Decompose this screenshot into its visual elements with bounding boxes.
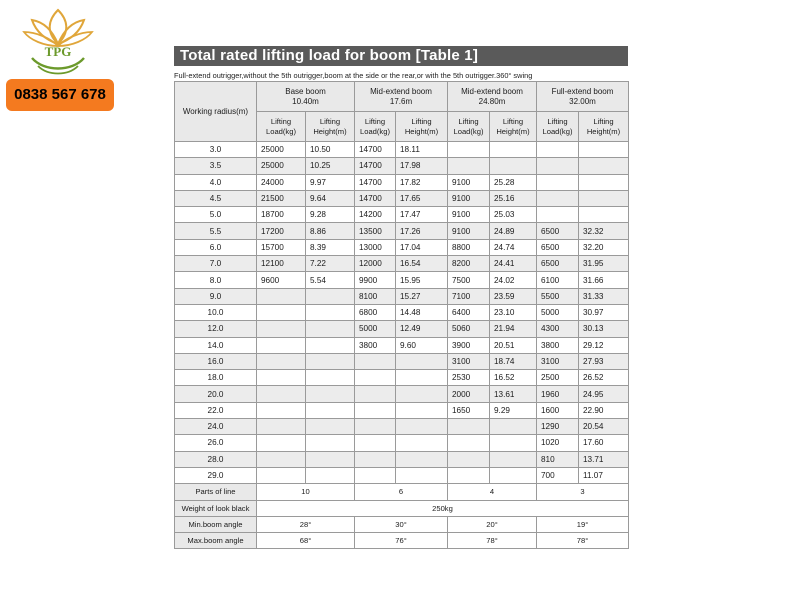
lifting-load-cell: 7100 (448, 288, 490, 304)
lifting-load-cell (448, 467, 490, 483)
table-row (175, 142, 629, 158)
lifting-load-cell: 9100 (448, 190, 490, 206)
lifting-height-cell: 24.02 (490, 272, 537, 288)
radius-cell: 20.0 (175, 386, 257, 402)
lifting-height-cell: 20.51 (490, 337, 537, 353)
lifting-load-cell: 13000 (355, 239, 396, 255)
lifting-load-header: Lifting Load(kg) (537, 112, 579, 142)
lifting-height-cell: 32.20 (579, 239, 629, 255)
radius-cell: 6.0 (175, 239, 257, 255)
lifting-height-cell (579, 142, 629, 158)
lifting-load-cell: 6500 (537, 256, 579, 272)
max-boom-angle-row (175, 533, 629, 549)
lifting-load-cell: 2000 (448, 386, 490, 402)
lifting-load-cell: 18700 (257, 207, 306, 223)
lifting-load-cell (537, 190, 579, 206)
lifting-height-cell (579, 158, 629, 174)
lifting-load-cell: 8200 (448, 256, 490, 272)
lifting-load-cell: 5000 (355, 321, 396, 337)
lifting-height-cell: 9.64 (306, 190, 355, 206)
lifting-height-cell: 13.71 (579, 451, 629, 467)
table-row (175, 207, 629, 223)
lifting-load-cell: 14200 (355, 207, 396, 223)
lifting-load-cell (257, 402, 306, 418)
lifting-load-cell (355, 451, 396, 467)
lifting-load-cell (257, 451, 306, 467)
footer-value: 78° (448, 533, 537, 549)
lifting-height-header: Lifting Height(m) (306, 112, 355, 142)
lifting-height-cell (490, 451, 537, 467)
table-subtitle: Full-extend outrigger,without the 5th outrigger,boom at the side or the rear,or with the 5th outrigger.360° swing (174, 71, 533, 80)
lifting-height-cell: 18.11 (396, 142, 448, 158)
footer-label: Parts of line (175, 484, 257, 500)
lifting-load-cell: 24000 (257, 174, 306, 190)
lifting-height-cell: 24.89 (490, 223, 537, 239)
lifting-height-cell: 31.66 (579, 272, 629, 288)
lifting-load-cell: 9900 (355, 272, 396, 288)
footer-value: 68° (257, 533, 355, 549)
lifting-height-cell (306, 451, 355, 467)
lifting-height-cell (396, 353, 448, 369)
lifting-height-cell: 24.95 (579, 386, 629, 402)
lifting-height-cell: 9.29 (490, 402, 537, 418)
lifting-height-cell (306, 304, 355, 320)
lifting-height-cell: 24.74 (490, 239, 537, 255)
table-row (175, 467, 629, 483)
table-row (175, 174, 629, 190)
footer-label: Weight of look black (175, 500, 257, 516)
lifting-load-cell: 5500 (537, 288, 579, 304)
lifting-height-cell (306, 402, 355, 418)
radius-cell: 10.0 (175, 304, 257, 320)
radius-cell: 24.0 (175, 419, 257, 435)
lifting-height-cell: 25.16 (490, 190, 537, 206)
lifting-load-cell: 21500 (257, 190, 306, 206)
lifting-load-cell: 9600 (257, 272, 306, 288)
table-row (175, 288, 629, 304)
lifting-load-cell: 14700 (355, 142, 396, 158)
lifting-height-cell: 17.82 (396, 174, 448, 190)
footer-label: Max.boom angle (175, 533, 257, 549)
lifting-load-cell (448, 451, 490, 467)
company-logo (18, 6, 98, 78)
footer-value: 78° (537, 533, 629, 549)
lifting-load-cell: 3900 (448, 337, 490, 353)
lifting-height-cell: 10.25 (306, 158, 355, 174)
radius-cell: 4.5 (175, 190, 257, 206)
lifting-height-cell (396, 402, 448, 418)
lifting-height-cell (490, 435, 537, 451)
lifting-height-cell (490, 158, 537, 174)
radius-cell: 18.0 (175, 370, 257, 386)
lifting-load-cell: 6800 (355, 304, 396, 320)
footer-label: Min.boom angle (175, 516, 257, 532)
lifting-height-cell: 15.27 (396, 288, 448, 304)
lifting-load-cell (355, 419, 396, 435)
lifting-load-cell: 8800 (448, 239, 490, 255)
lifting-load-cell (257, 288, 306, 304)
lifting-load-cell: 14700 (355, 174, 396, 190)
lifting-load-cell: 8100 (355, 288, 396, 304)
lifting-height-cell (579, 190, 629, 206)
lifting-load-cell (257, 304, 306, 320)
lifting-height-cell: 26.52 (579, 370, 629, 386)
lifting-load-cell: 9100 (448, 223, 490, 239)
lifting-load-cell: 6500 (537, 223, 579, 239)
lifting-height-cell: 8.39 (306, 239, 355, 255)
lifting-load-cell (257, 435, 306, 451)
lifting-height-cell: 17.65 (396, 190, 448, 206)
table-row (175, 321, 629, 337)
lifting-load-cell (355, 467, 396, 483)
lifting-load-cell: 3100 (537, 353, 579, 369)
radius-cell: 28.0 (175, 451, 257, 467)
footer-value: 19° (537, 516, 629, 532)
load-chart-document (174, 46, 628, 549)
lifting-load-cell (257, 419, 306, 435)
lifting-load-cell (448, 419, 490, 435)
lifting-height-cell: 8.86 (306, 223, 355, 239)
lifting-load-cell: 3800 (355, 337, 396, 353)
table-title: Total rated lifting load for boom [Table 1] (174, 46, 628, 66)
lifting-height-cell (396, 386, 448, 402)
lifting-height-cell: 20.54 (579, 419, 629, 435)
table-row (175, 402, 629, 418)
lifting-load-header: Lifting Load(kg) (257, 112, 306, 142)
footer-value: 6 (355, 484, 448, 500)
lifting-height-cell: 12.49 (396, 321, 448, 337)
lifting-load-header: Lifting Load(kg) (355, 112, 396, 142)
lifting-load-cell: 700 (537, 467, 579, 483)
lifting-height-cell: 31.95 (579, 256, 629, 272)
lifting-load-cell (257, 353, 306, 369)
table-row (175, 304, 629, 320)
lifting-load-cell: 25000 (257, 158, 306, 174)
lifting-load-cell: 9100 (448, 174, 490, 190)
lifting-height-cell: 9.60 (396, 337, 448, 353)
lifting-load-cell: 7500 (448, 272, 490, 288)
lifting-load-cell: 17200 (257, 223, 306, 239)
boom-header: Full-extend boom 32.00m (537, 82, 629, 112)
lifting-load-cell (537, 142, 579, 158)
working-radius-header: Working radius(m) (175, 82, 257, 142)
lifting-load-cell: 9100 (448, 207, 490, 223)
lifting-load-cell (257, 337, 306, 353)
lifting-height-cell (490, 419, 537, 435)
table-row (175, 451, 629, 467)
radius-cell: 5.0 (175, 207, 257, 223)
lifting-load-cell: 1290 (537, 419, 579, 435)
lifting-load-cell (355, 435, 396, 451)
radius-cell: 9.0 (175, 288, 257, 304)
lifting-load-cell (355, 386, 396, 402)
lifting-load-cell: 810 (537, 451, 579, 467)
lifting-load-cell: 1020 (537, 435, 579, 451)
lifting-height-cell (306, 321, 355, 337)
lifting-height-cell: 17.26 (396, 223, 448, 239)
table-row (175, 256, 629, 272)
lifting-height-cell (396, 419, 448, 435)
radius-cell: 7.0 (175, 256, 257, 272)
lifting-height-cell: 21.94 (490, 321, 537, 337)
lifting-load-cell (257, 467, 306, 483)
lifting-load-cell: 12000 (355, 256, 396, 272)
lifting-load-cell (537, 174, 579, 190)
lifting-load-cell: 25000 (257, 142, 306, 158)
lifting-load-cell: 6500 (537, 239, 579, 255)
footer-value: 4 (448, 484, 537, 500)
logo-text: TPG (44, 44, 72, 59)
table-row (175, 353, 629, 369)
lifting-height-cell: 30.13 (579, 321, 629, 337)
lifting-height-cell: 16.52 (490, 370, 537, 386)
lifting-load-cell (537, 207, 579, 223)
footer-value: 20° (448, 516, 537, 532)
table-row (175, 386, 629, 402)
lifting-height-cell (579, 174, 629, 190)
radius-cell: 14.0 (175, 337, 257, 353)
table-row (175, 435, 629, 451)
lifting-height-cell: 17.47 (396, 207, 448, 223)
footer-value: 76° (355, 533, 448, 549)
footer-value: 28° (257, 516, 355, 532)
lifting-height-cell: 16.54 (396, 256, 448, 272)
lifting-load-cell: 15700 (257, 239, 306, 255)
lifting-height-cell (306, 386, 355, 402)
lifting-load-cell: 5060 (448, 321, 490, 337)
lifting-load-cell: 13500 (355, 223, 396, 239)
boom-header: Mid-extend boom 24.80m (448, 82, 537, 112)
lifting-load-cell (355, 402, 396, 418)
lifting-height-cell (396, 467, 448, 483)
lifting-height-cell (306, 353, 355, 369)
parts-of-line-row (175, 484, 629, 500)
lifting-load-cell: 1650 (448, 402, 490, 418)
data-rows (175, 142, 629, 484)
lifting-height-cell (306, 419, 355, 435)
table-row (175, 337, 629, 353)
lifting-height-cell (306, 467, 355, 483)
lifting-height-cell: 15.95 (396, 272, 448, 288)
radius-cell: 26.0 (175, 435, 257, 451)
lifting-load-cell (257, 370, 306, 386)
lifting-load-cell: 1600 (537, 402, 579, 418)
lifting-load-cell (448, 435, 490, 451)
lotus-logo-icon (18, 6, 98, 78)
lifting-load-cell: 6100 (537, 272, 579, 288)
lifting-height-cell: 24.41 (490, 256, 537, 272)
lifting-height-cell: 7.22 (306, 256, 355, 272)
lifting-load-cell: 2530 (448, 370, 490, 386)
footer-value: 3 (537, 484, 629, 500)
min-boom-angle-row (175, 516, 629, 532)
radius-cell: 16.0 (175, 353, 257, 369)
lifting-height-header: Lifting Height(m) (396, 112, 448, 142)
lifting-height-cell (306, 288, 355, 304)
lifting-height-cell: 17.98 (396, 158, 448, 174)
radius-cell: 3.5 (175, 158, 257, 174)
phone-number-badge[interactable]: 0838 567 678 (6, 79, 114, 111)
lifting-height-header: Lifting Height(m) (579, 112, 629, 142)
lifting-load-cell: 1960 (537, 386, 579, 402)
lifting-load-header: Lifting Load(kg) (448, 112, 490, 142)
lifting-height-cell: 29.12 (579, 337, 629, 353)
lifting-load-table (174, 81, 629, 549)
lifting-load-cell (448, 158, 490, 174)
lifting-load-cell: 6400 (448, 304, 490, 320)
lifting-height-cell: 30.97 (579, 304, 629, 320)
lifting-height-cell (306, 370, 355, 386)
lifting-height-cell: 32.32 (579, 223, 629, 239)
lifting-height-cell (490, 467, 537, 483)
radius-cell: 12.0 (175, 321, 257, 337)
lifting-load-cell: 2500 (537, 370, 579, 386)
table-row (175, 190, 629, 206)
lifting-height-header: Lifting Height(m) (490, 112, 537, 142)
lifting-height-cell: 25.03 (490, 207, 537, 223)
lifting-height-cell (490, 142, 537, 158)
lifting-height-cell (306, 435, 355, 451)
radius-cell: 5.5 (175, 223, 257, 239)
table-row (175, 272, 629, 288)
radius-cell: 8.0 (175, 272, 257, 288)
lifting-load-cell: 12100 (257, 256, 306, 272)
radius-cell: 22.0 (175, 402, 257, 418)
lifting-load-cell: 4300 (537, 321, 579, 337)
lifting-height-cell: 18.74 (490, 353, 537, 369)
lifting-height-cell: 23.10 (490, 304, 537, 320)
lifting-load-cell (537, 158, 579, 174)
lifting-load-cell: 3800 (537, 337, 579, 353)
lifting-height-cell: 9.28 (306, 207, 355, 223)
lifting-height-cell: 27.93 (579, 353, 629, 369)
table-row (175, 419, 629, 435)
footer-value: 10 (257, 484, 355, 500)
lifting-height-cell: 9.97 (306, 174, 355, 190)
lifting-height-cell: 23.59 (490, 288, 537, 304)
lifting-load-cell: 3100 (448, 353, 490, 369)
lifting-height-cell: 17.04 (396, 239, 448, 255)
lifting-height-cell: 10.50 (306, 142, 355, 158)
lifting-height-cell: 14.48 (396, 304, 448, 320)
hook-block-row (175, 500, 629, 516)
lifting-load-cell: 14700 (355, 158, 396, 174)
radius-cell: 4.0 (175, 174, 257, 190)
lifting-load-cell (448, 142, 490, 158)
table-row (175, 223, 629, 239)
lifting-height-cell (396, 370, 448, 386)
lifting-load-cell (355, 370, 396, 386)
footer-value: 250kg (257, 500, 629, 516)
lifting-height-cell (306, 337, 355, 353)
lifting-load-cell (355, 353, 396, 369)
lifting-height-cell: 5.54 (306, 272, 355, 288)
radius-cell: 29.0 (175, 467, 257, 483)
lifting-load-cell: 14700 (355, 190, 396, 206)
radius-cell: 3.0 (175, 142, 257, 158)
table-row (175, 370, 629, 386)
lifting-height-cell (396, 451, 448, 467)
table-row (175, 158, 629, 174)
boom-header: Base boom 10.40m (257, 82, 355, 112)
lifting-height-cell: 11.07 (579, 467, 629, 483)
lifting-load-cell (257, 386, 306, 402)
lifting-height-cell (396, 435, 448, 451)
table-row (175, 239, 629, 255)
lifting-height-cell: 31.33 (579, 288, 629, 304)
footer-value: 30° (355, 516, 448, 532)
lifting-height-cell: 22.90 (579, 402, 629, 418)
boom-header: Mid-extend boom 17.6m (355, 82, 448, 112)
lifting-height-cell: 17.60 (579, 435, 629, 451)
lifting-height-cell (579, 207, 629, 223)
lifting-load-cell (257, 321, 306, 337)
lifting-height-cell: 25.28 (490, 174, 537, 190)
lifting-load-cell: 5000 (537, 304, 579, 320)
lifting-height-cell: 13.61 (490, 386, 537, 402)
